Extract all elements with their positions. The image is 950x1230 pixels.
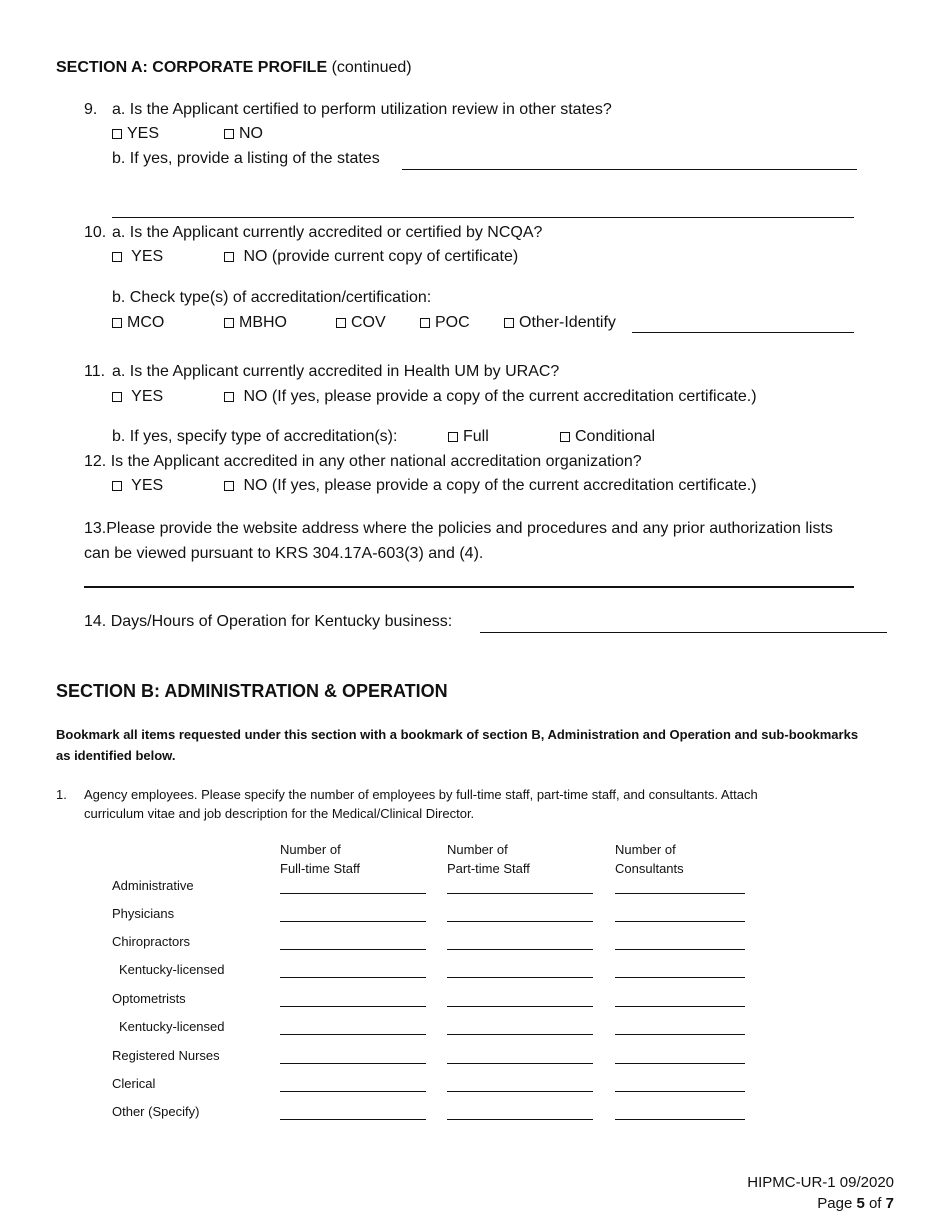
staff-count-field[interactable] — [615, 949, 745, 950]
row-label-physicians: Physicians — [112, 906, 175, 921]
q11-full-label: Full — [463, 428, 489, 445]
staff-count-field[interactable] — [447, 1063, 593, 1064]
staff-count-field[interactable] — [447, 1091, 593, 1092]
q10-type-other[interactable] — [504, 314, 616, 332]
q11-no-label: NO (If yes, please provide a copy of the current accreditation certificate.) — [243, 388, 757, 405]
staff-count-field[interactable] — [447, 977, 593, 978]
q11-yes-option[interactable] — [112, 388, 224, 406]
section-a-title: SECTION A: CORPORATE PROFILE — [56, 59, 328, 76]
q9-no-option[interactable] — [224, 125, 263, 143]
page-total: 7 — [885, 1195, 894, 1212]
q10-options — [112, 248, 518, 266]
q10-types — [112, 314, 616, 332]
item1-number: 1. — [56, 787, 67, 802]
q10-other-field[interactable] — [632, 332, 854, 333]
section-a-heading — [56, 59, 412, 77]
q11-number: 11. — [84, 363, 106, 380]
staff-count-field[interactable] — [615, 1034, 745, 1035]
q14-question: 14. Days/Hours of Operation for Kentucky business: — [84, 613, 453, 630]
checkbox-icon[interactable] — [224, 318, 234, 328]
checkbox-icon[interactable] — [224, 392, 234, 402]
checkbox-icon[interactable] — [504, 318, 514, 328]
q12-options — [112, 477, 757, 495]
q10-question-a: a. Is the Applicant currently accredited or certified by NCQA? — [112, 224, 543, 241]
staff-count-field[interactable] — [615, 921, 745, 922]
q9-question-b: b. If yes, provide a listing of the states — [112, 150, 380, 167]
q12-question: 12. Is the Applicant accredited in any other national accreditation organization? — [84, 453, 642, 470]
q10-type-poc[interactable] — [420, 314, 504, 332]
page-number — [817, 1195, 894, 1212]
checkbox-icon[interactable] — [560, 432, 570, 442]
q10-type-label: Other-Identify — [519, 314, 616, 331]
item1-line2: curriculum vitae and job description for the Medical/Clinical Director. — [84, 806, 475, 821]
staff-count-field[interactable] — [615, 1091, 745, 1092]
page-of: of — [864, 1195, 886, 1212]
q11-question-a: a. Is the Applicant currently accredited in Health UM by URAC? — [112, 363, 560, 380]
section-b-title: SECTION B: ADMINISTRATION & OPERATION — [56, 681, 448, 701]
section-b-instruction-line1: Bookmark all items requested under this section with a bookmark of section B, Administration and Operation and sub-bookmarks — [56, 727, 859, 742]
col-header-consultants — [615, 840, 684, 878]
staff-count-field[interactable] — [280, 1119, 426, 1120]
section-a-continued: (continued) — [331, 59, 412, 76]
q10-no-label: NO (provide current copy of certificate) — [243, 248, 519, 265]
checkbox-icon[interactable] — [112, 252, 122, 262]
q9-number: 9. — [84, 101, 98, 118]
q12-no-label: NO (If yes, please provide a copy of the current accreditation certificate.) — [243, 477, 757, 494]
staff-count-field[interactable] — [615, 1119, 745, 1120]
row-label-chiropractors: Chiropractors — [112, 934, 191, 949]
q10-type-mco[interactable] — [112, 314, 224, 332]
q11-no-option[interactable] — [224, 388, 757, 406]
row-label-optometrists: Optometrists — [112, 991, 186, 1006]
q9-yes-option[interactable] — [112, 125, 224, 143]
q14-hours-field[interactable] — [480, 632, 887, 633]
q10-type-label: POC — [435, 314, 470, 331]
q10-no-option[interactable] — [224, 248, 518, 266]
q10-type-cov[interactable] — [336, 314, 420, 332]
staff-count-field[interactable] — [447, 893, 593, 894]
checkbox-icon[interactable] — [224, 481, 234, 491]
row-label-clerical: Clerical — [112, 1076, 156, 1091]
q13-line1: 13.Please provide the website address where the policies and procedures and any prior authorization lists — [84, 520, 833, 537]
staff-count-field[interactable] — [447, 1006, 593, 1007]
q9-states-field[interactable] — [402, 169, 857, 170]
q13-line2: can be viewed pursuant to KRS 304.17A-603(3) and (4). — [84, 545, 484, 562]
staff-count-field[interactable] — [280, 1091, 426, 1092]
q11-full-option[interactable] — [448, 428, 489, 446]
q11-conditional-option[interactable] — [560, 428, 655, 446]
col-header-line: Number of — [280, 842, 341, 857]
checkbox-icon[interactable] — [336, 318, 346, 328]
q10-number: 10. — [84, 224, 107, 241]
staff-count-field[interactable] — [447, 921, 593, 922]
row-label-other-specify: Other (Specify) — [112, 1104, 200, 1119]
page-current: 5 — [856, 1195, 865, 1212]
q9-no-label: NO — [239, 125, 263, 142]
staff-count-field[interactable] — [280, 921, 426, 922]
col-header-line: Consultants — [615, 861, 684, 876]
row-label-administrative: Administrative — [112, 878, 194, 893]
col-header-full-time — [280, 840, 360, 878]
row-label-registered-nurses: Registered Nurses — [112, 1048, 220, 1063]
q12-no-option[interactable] — [224, 477, 757, 495]
q10-yes-option[interactable] — [112, 248, 224, 266]
staff-count-field[interactable] — [280, 1063, 426, 1064]
row-label-chiro-kentucky-licensed: Kentucky-licensed — [119, 962, 225, 977]
q13-website-field[interactable] — [84, 586, 854, 588]
q9-options — [112, 125, 263, 143]
q10-yes-label: YES — [131, 248, 164, 265]
q9-yes-label: YES — [127, 125, 160, 142]
q9-question-a: a. Is the Applicant certified to perform utilization review in other states? — [112, 101, 612, 118]
q11-options — [112, 388, 757, 406]
staff-count-field[interactable] — [280, 893, 426, 894]
col-header-line: Number of — [447, 842, 508, 857]
staff-count-field[interactable] — [280, 1006, 426, 1007]
q10-type-label: COV — [351, 314, 386, 331]
checkbox-icon[interactable] — [224, 252, 234, 262]
q10-question-b: b. Check type(s) of accreditation/certification: — [112, 289, 432, 306]
q9-states-field-line2[interactable] — [112, 217, 854, 218]
checkbox-icon[interactable] — [420, 318, 430, 328]
col-header-part-time — [447, 840, 530, 878]
q10-type-mbho[interactable] — [224, 314, 336, 332]
staff-count-field[interactable] — [447, 1034, 593, 1035]
staff-count-field[interactable] — [615, 893, 745, 894]
checkbox-icon[interactable] — [112, 392, 122, 402]
checkbox-icon[interactable] — [448, 432, 458, 442]
q11-yes-label: YES — [131, 388, 164, 405]
q12-yes-option[interactable] — [112, 477, 224, 495]
form-id: HIPMC-UR-1 09/2020 — [747, 1174, 894, 1191]
staff-count-field[interactable] — [280, 1034, 426, 1035]
staff-count-field[interactable] — [447, 949, 593, 950]
q11-question-b: b. If yes, specify type of accreditation(s): — [112, 428, 398, 445]
staff-count-field[interactable] — [615, 1063, 745, 1064]
q11-conditional-label: Conditional — [575, 428, 656, 445]
checkbox-icon[interactable] — [112, 129, 122, 139]
q12-yes-label: YES — [131, 477, 164, 494]
staff-count-field[interactable] — [615, 1006, 745, 1007]
q10-type-label: MBHO — [239, 314, 287, 331]
row-label-opto-kentucky-licensed: Kentucky-licensed — [119, 1019, 225, 1034]
staff-count-field[interactable] — [615, 977, 745, 978]
section-b-instruction-line2: as identified below. — [56, 748, 176, 763]
page-prefix: Page — [817, 1195, 857, 1212]
col-header-line: Number of — [615, 842, 676, 857]
col-header-line: Part-time Staff — [447, 861, 530, 876]
checkbox-icon[interactable] — [112, 318, 122, 328]
staff-count-field[interactable] — [280, 949, 426, 950]
staff-count-field[interactable] — [447, 1119, 593, 1120]
staff-count-field[interactable] — [280, 977, 426, 978]
col-header-line: Full-time Staff — [280, 861, 360, 876]
checkbox-icon[interactable] — [112, 481, 122, 491]
item1-line1: Agency employees. Please specify the number of employees by full-time staff, part-time staff, and consultants. Attach — [84, 787, 758, 802]
checkbox-icon[interactable] — [224, 129, 234, 139]
q10-type-label: MCO — [127, 314, 165, 331]
